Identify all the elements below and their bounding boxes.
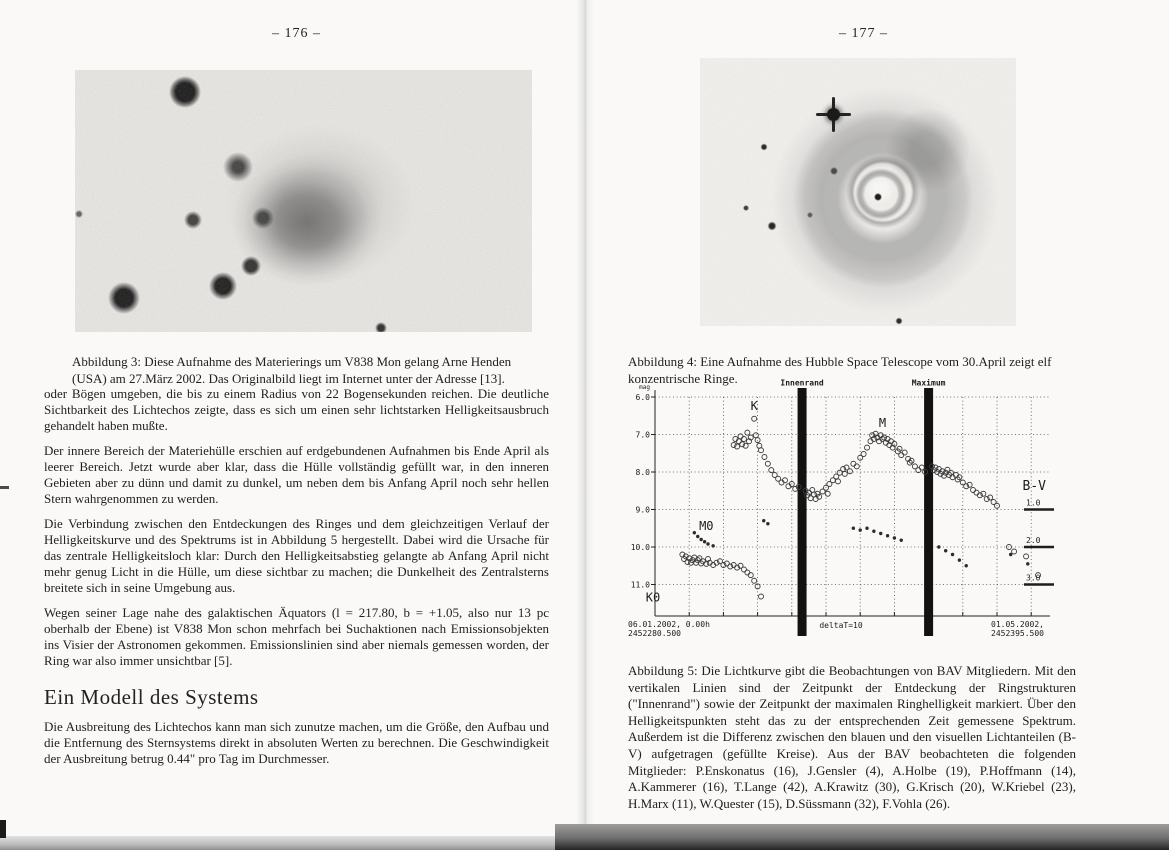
svg-text:deltaT=10: deltaT=10	[819, 621, 863, 630]
figure3-caption: Abbildung 3: Diese Aufnahme des Materierings um V838 Mon gelang Arne Henden (USA) am 27.März 2002. Das Originalbild liegt im Internet unter der Adresse [13].	[72, 354, 512, 386]
film-grain-overlay	[75, 70, 532, 332]
svg-text:1.0: 1.0	[1026, 498, 1041, 508]
svg-text:7.0: 7.0	[635, 430, 650, 440]
figure3-photo	[75, 70, 532, 332]
section-heading: Ein Modell des Systems	[44, 685, 259, 709]
figure4-photo	[700, 58, 1016, 326]
paragraph-3: Die Verbindung zwischen den Entdeckungen des Ringes und dem gleichzeitigen Verlauf der Helligkeitskurve und des Spektrums ist in Abbildung 5 hergestellt. Dabei wird die Ursache für das zentrale Helligkeitsloch klar: Durch den Helligkeitsabstieg gelangte ab Anfang April nicht mehr genug Licht in die Hülle, um diese sichtbar zu machen; die Dunkelheit des Zentralsterns breitete sich in seine Umgebung aus.	[44, 516, 549, 595]
svg-text:M0: M0	[699, 519, 714, 534]
body-text-column	[44, 386, 549, 776]
page-number-left: – 176 –	[272, 26, 321, 41]
paragraph-2: Der innere Bereich der Materiehülle erschien auf erdgebundenen Aufnahmen bis Ende April als leerer Bereich. Jetzt wurde aber klar, dass die Hülle vollständig gefüllt war, in den inneren Gebieten aber zu dünn und damit zu dunkel, um neben dem bis Anfang April noch sehr hellen Stern wahrgenommen zu werden.	[44, 443, 549, 506]
svg-text:8.0: 8.0	[635, 468, 650, 477]
svg-text:mag: mag	[639, 384, 650, 391]
svg-text:B-V: B-V	[1022, 479, 1046, 494]
diffraction-star-icon	[827, 108, 840, 121]
lightcurve-plot	[626, 378, 1062, 648]
svg-text:K: K	[750, 399, 758, 414]
scan-edge-shadow-left	[0, 836, 560, 850]
svg-text:2452395.500: 2452395.500	[991, 629, 1044, 638]
svg-text:2452280.500: 2452280.500	[628, 629, 681, 638]
book-gutter-shadow	[576, 0, 594, 838]
page-number-right: – 177 –	[839, 26, 888, 41]
paragraph-5: Die Ausbreitung des Lichtechos kann man sich zunutze machen, um die Größe, den Aufbau und die Entfernung des Sternsystems direkt in absoluten Werten zu berechnen. Die Geschwindigkeit der Ausbreitung betrug 0.44" pro Tag im Durchmesser.	[44, 719, 549, 766]
paragraph-1: oder Bögen umgeben, die bis zu einem Radius von 22 Bogensekunden reichen. Die deutliche Sichtbarkeit des Lichtechos zeigte, dass es sich um einen sehr lichtstarken Helligkeitsausbruch gehandelt haben mußte.	[44, 386, 549, 433]
svg-text:9.0: 9.0	[635, 505, 650, 515]
svg-text:Maximum: Maximum	[911, 378, 946, 388]
svg-text:06.01.2002, 0.00h: 06.01.2002, 0.00h	[628, 620, 710, 629]
svg-text:01.05.2002,: 01.05.2002,	[991, 620, 1044, 629]
svg-text:10.0: 10.0	[630, 543, 650, 552]
svg-text:Innenrand: Innenrand	[780, 378, 824, 388]
paragraph-4: Wegen seiner Lage nahe des galaktischen Äquators (l = 217.80, b = +1.05, also nur 13 pc oberhalb der Ebene) ist V838 Mon schon mehrfach bei Suchaktionen nach Emissionsobjekten ins Visier der Astronomen gekommen. Emissionslinien sind aber niemals gemessen worden, der Ring war also immer unsichtbar [5].	[44, 605, 549, 668]
svg-text:M: M	[878, 416, 887, 430]
lightcurve-chart	[626, 378, 1062, 648]
figure4-caption: Abbildung 4: Eine Aufnahme des Hubble Space Telescope vom 30.April zeigt elf konzentrische Ringe.	[628, 354, 1052, 386]
scan-edge-mark	[0, 820, 6, 838]
margin-mark	[0, 486, 9, 489]
svg-text:3.0: 3.0	[1026, 573, 1041, 583]
scan-edge-shadow-right	[555, 824, 1169, 850]
svg-text:11.0: 11.0	[630, 580, 650, 590]
svg-text:2.0: 2.0	[1026, 536, 1041, 545]
figure5-caption: Abbildung 5: Die Lichtkurve gibt die Beobachtungen von BAV Mitgliedern. Mit den vertikalen Linien sind der Zeitpunkt der Entdeckung der Ringstrukturen ("Innenrand") sowie der Zeitpunkt der maximalen Ringhelligkeit markiert. Über den Helligkeitspunkten steht das zu der entsprechenden Zeit gemessene Spektrum. Außerdem ist die Differenz zwischen den blauen und den visuellen Lichtanteilen (B-V) aufgetragen (gefüllte Kreise). Aus der BAV beobachteten die folgenden Mitglieder: P.Enskonatus (16), J.Gensler (4), A.Holbe (19), P.Hoffmann (14), A.Kammerer (16), T.Lange (42), A.Krawitz (30), G.Krisch (20), W.Kriebel (23), H.Marx (11), W.Quester (15), D.Süssmann (32), F.Vohla (26).	[628, 663, 1076, 811]
svg-text:6.0: 6.0	[635, 393, 650, 402]
svg-text:K0: K0	[645, 590, 661, 605]
film-grain-overlay	[700, 58, 1016, 326]
